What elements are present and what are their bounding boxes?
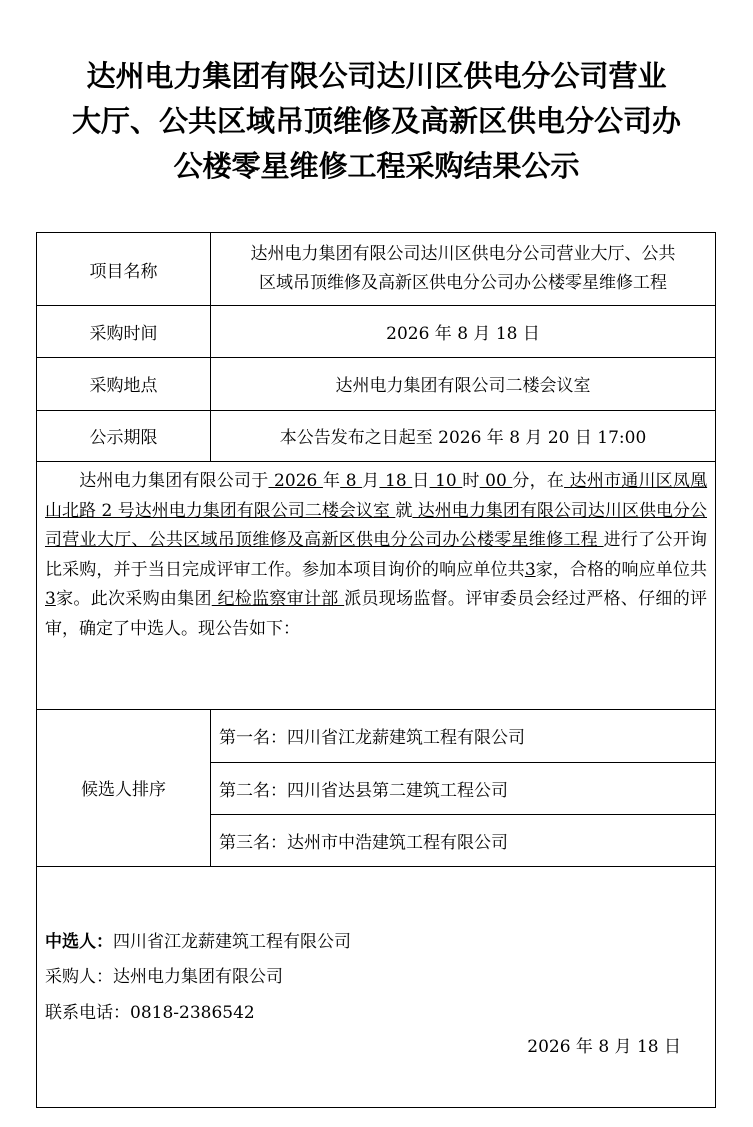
project-name-underlined: 达州电力集团有限公司达川区供电分公司营业大厅、公共区域吊顶维修及高新区供电分公司办公楼零星维修工程 [45, 500, 708, 550]
body-text: 就 [395, 500, 413, 521]
responder-count: 3 [524, 559, 536, 580]
row-divider [37, 461, 715, 462]
meeting-minute: 00 [479, 471, 513, 491]
title-line-3: 公楼零星维修工程采购结果公示 [173, 149, 580, 183]
purchaser-line: 采购人：达州电力集团有限公司 [45, 967, 283, 987]
winner-value: 四川省江龙薪建筑工程有限公司 [113, 932, 351, 952]
meeting-hour: 10 [429, 471, 463, 491]
notice-period-label: 公示期限 [89, 428, 158, 448]
supervising-department: 纪检监察审计部 [211, 589, 345, 609]
result-table [36, 232, 716, 1108]
winner-line [45, 927, 351, 952]
purchase-time-value: 2026 年 8 月 18 日 [386, 323, 540, 344]
body-text: 达州电力集团有限公司于 [79, 471, 269, 491]
meeting-day: 18 [379, 471, 413, 491]
project-name-value [211, 233, 715, 305]
candidate-third: 第三名：达州市中浩建筑工程有限公司 [219, 832, 508, 853]
body-text: 日 [412, 471, 430, 491]
notice-title [0, 54, 753, 189]
title-line-2: 大厅、公共区域吊顶维修及高新区供电分公司办 [71, 104, 681, 138]
body-text: 家，合格的响应单位共 [535, 559, 708, 580]
notice-period-value: 本公告发布之日起至 2026 年 8 月 20 日 17:00 [279, 428, 647, 448]
winner-label: 中选人： [45, 932, 113, 952]
qualified-count: 3 [45, 589, 56, 609]
body-text: 分，在 [512, 471, 565, 491]
body-text: 家。此次采购由集团 [55, 589, 212, 609]
meeting-year: 2026 [268, 471, 323, 491]
column-divider [210, 709, 211, 866]
purchase-place-label: 采购地点 [89, 376, 158, 396]
body-text: 进行了公开询比采购，并于当日完成评审工作。参加本项目询价的响应单位共 [45, 530, 708, 580]
purchase-time-label: 采购时间 [89, 323, 158, 344]
purchase-place-value: 达州电力集团有限公司二楼会议室 [335, 376, 591, 396]
candidate-ranking-label: 候选人排序 [81, 780, 166, 800]
title-line-1: 达州电力集团有限公司达川区供电分公司营业 [86, 59, 667, 93]
candidate-first: 第一名：四川省江龙薪建筑工程有限公司 [219, 728, 525, 748]
row-divider [37, 866, 715, 867]
footer-date: 2026 年 8 月 18 日 [527, 1037, 681, 1057]
body-text: 时 [462, 471, 480, 491]
project-name-label: 项目名称 [89, 261, 158, 282]
body-text: 月 [362, 471, 380, 491]
project-name-value-line-1: 达州电力集团有限公司达川区供电分公司营业大厅、公共 [250, 244, 676, 264]
meeting-place: 达州市通川区凤凰山北路 2 号达州电力集团有限公司二楼会议室 [45, 471, 708, 521]
project-name-value-line-2: 区域吊顶维修及高新区供电分公司办公楼零星维修工程 [259, 273, 667, 293]
candidate-second: 第二名：四川省达县第二建筑工程公司 [219, 780, 508, 801]
announcement-paragraph [45, 467, 707, 644]
body-text: 年 [322, 471, 341, 491]
phone-line: 联系电话：0818-2386542 [45, 1003, 255, 1023]
meeting-month: 8 [340, 471, 363, 491]
body-text: 派员现场监督。评审委员会经过严格、仔细的评审，确定了中选人。现公告如下： [45, 589, 708, 639]
